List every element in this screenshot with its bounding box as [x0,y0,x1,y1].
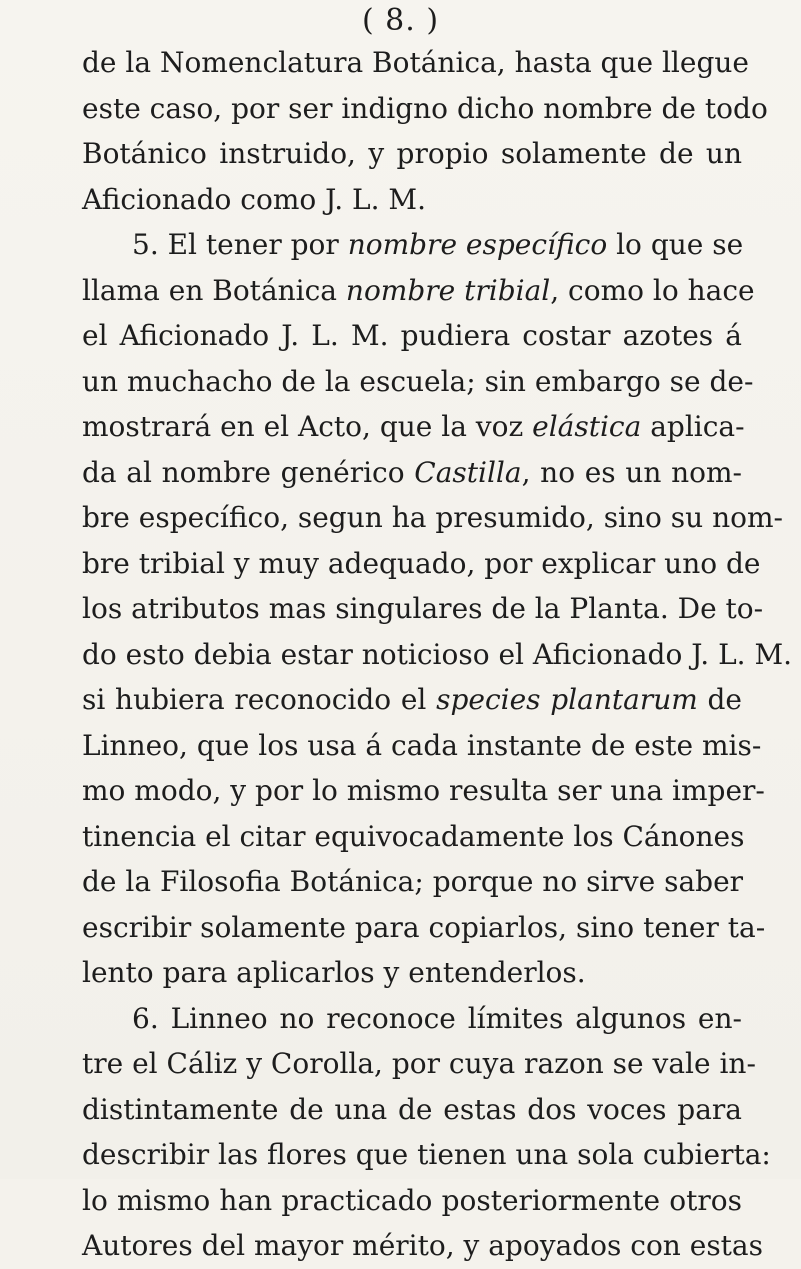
text-line: lo mismo han practicado posteriormente otros [82,1183,742,1217]
text-line [82,450,742,496]
text-line: un muchacho de la escuela; sin embargo se de- [82,364,754,398]
text-line: tre el Cáliz y Corolla, por cuya razon se vale in- [82,1047,756,1080]
text-line: lento para aplicarlos y entenderlos. [82,956,586,989]
line-segment: aplica- [641,410,745,443]
line-segment: si hubiera reconocido el [82,683,437,716]
text-line: de la Nomenclatura Botánica, hasta que llegue [82,46,749,79]
text-line: los atributos mas singulares de la Planta. De to- [82,592,764,625]
text-line [82,268,755,314]
text-line: Botánico instruido, y propio solamente de un [82,137,742,170]
text-line: el Aficionado J. L. M. pudiera costar azotes á [82,319,742,352]
text-line: Autores del mayor mérito, y apoyados con estas [82,1229,763,1262]
text-line: mo modo, y por lo mismo resulta ser una imper- [82,774,765,807]
line-segment: mostrará en el Acto, que la voz [82,410,533,443]
text-line: do esto debia estar noticioso el Aficionado J. L. M. [82,637,793,671]
text-line: escribir solamente para copiarlos, sino tener ta- [82,910,766,944]
text-line: Linneo, que los usa á cada instante de este mis- [82,728,762,762]
line-segment: lo que se [607,228,744,261]
italic-term: nombre específico [347,228,608,261]
body-text [82,40,793,1269]
text-line: este caso, por ser indigno dicho nombre de todo [82,91,768,125]
line-segment: da al nombre genérico [82,455,415,489]
line-segment: de [697,683,742,716]
text-line [82,677,742,723]
text-line: bre tribial y muy adequado, por explicar uno de [82,546,761,580]
text-line: distintamente de una de estas dos voces para [82,1092,742,1126]
text-line: tinencia el citar equivocadamente los Cánones [82,819,745,853]
line-segment: , no es un nom- [521,455,742,489]
italic-term: nombre tribial [345,273,551,307]
line-segment: llama en Botánica [82,273,346,307]
text-line: Aficionado como J. L. M. [82,182,426,216]
text-line: bre específico, segun ha presumido, sino su nom- [82,501,784,534]
italic-term: elástica [532,410,642,443]
page-number: ( 8. ) [361,3,440,38]
text-line: describir las flores que tienen una sola cubierta: [82,1138,771,1171]
italic-term: Castilla [414,455,522,489]
italic-term: species plantarum [436,683,698,716]
text-line: de la Filosofia Botánica; porque no sirve saber [82,865,744,898]
line-segment: , como lo hace [550,273,755,307]
text-line: 6. Linneo no reconoce límites algunos en- [132,1001,742,1035]
text-line [82,404,745,450]
text-line [82,222,742,268]
line-segment: 5. El tener por [132,228,348,261]
